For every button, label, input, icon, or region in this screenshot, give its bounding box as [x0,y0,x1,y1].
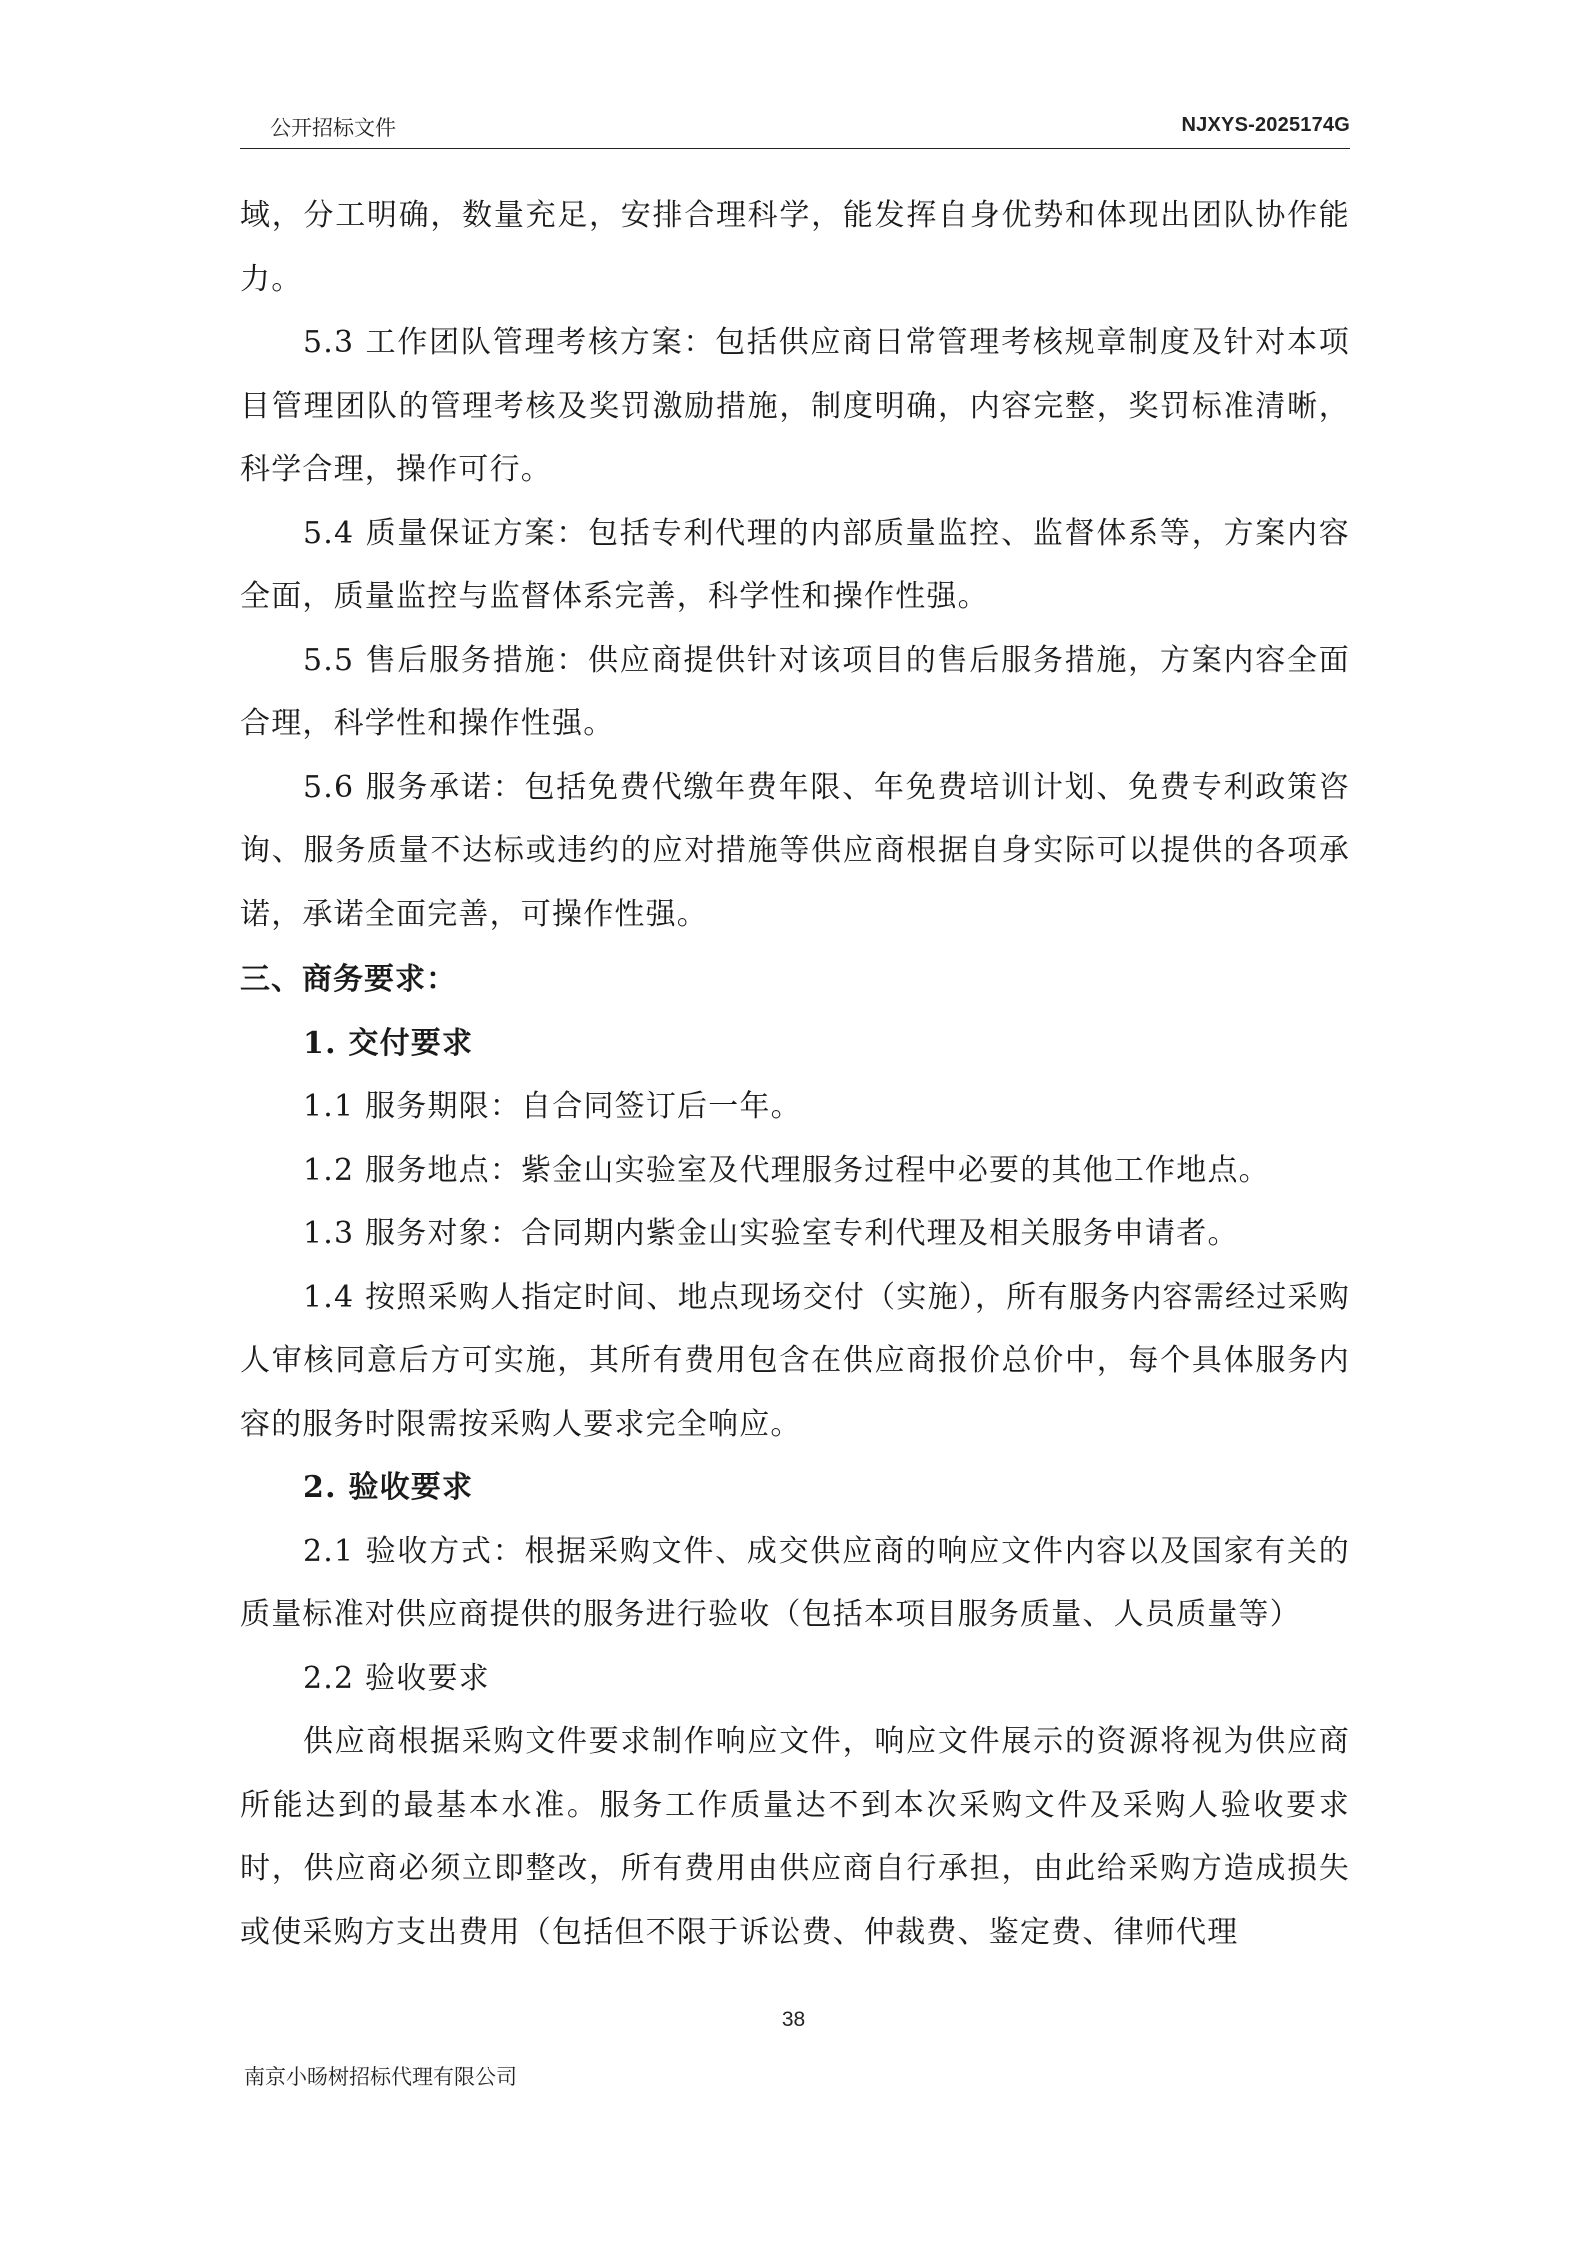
paragraph-1-4: 1.4 按照采购人指定时间、地点现场交付（实施），所有服务内容需经过采购人审核同意后方可实施，其所有费用包含在供应商报价总价中，每个具体服务内容的服务时限需按采购人要求完全响应。 [240,1279,1350,1442]
paragraph-1-3: 1.3 服务对象：合同期内紫金山实验室专利代理及相关服务申请者。 [303,1216,1239,1251]
section-heading-business-requirements: 三、商务要求： [240,962,457,997]
paragraph-2-1: 2.1 验收方式：根据采购文件、成交供应商的响应文件内容以及国家有关的质量标准对供应商提供的服务进行验收（包括本项目服务质量、人员质量等） [240,1533,1350,1632]
subheading-acceptance-requirements: 2. 验收要求 [303,1470,474,1505]
document-body [240,184,1350,1964]
header-divider [240,148,1350,149]
paragraph-5-4: 5.4 质量保证方案：包括专利代理的内部质量监控、监督体系等，方案内容全面，质量监控与监督体系完善，科学性和操作性强。 [240,515,1350,614]
header-project-number: NJXYS-2025174G [1181,114,1350,136]
paragraph-1-2: 1.2 服务地点：紫金山实验室及代理服务过程中必要的其他工作地点。 [303,1152,1270,1188]
subheading-delivery-requirements: 1. 交付要求 [303,1025,474,1061]
header-document-type: 公开招标文件 [270,116,396,140]
paragraph-acceptance-detail: 供应商根据采购文件要求制作响应文件，响应文件展示的资源将视为供应商所能达到的最基本水准。服务工作质量达不到本次采购文件及采购人验收要求时，供应商必须立即整改，所有费用由供应商自行承担，由此给采购方造成损失或使采购方支出费用（包括但不限于诉讼费、仲裁费、鉴定费、律师代理 [240,1724,1350,1950]
footer-company-name: 南京小旸树招标代理有限公司 [244,2065,517,2089]
paragraph-2-2: 2.2 验收要求 [303,1660,490,1696]
paragraph-continuation: 域，分工明确，数量充足，安排合理科学，能发挥自身优势和体现出团队协作能力。 [240,198,1350,297]
paragraph-1-1: 1.1 服务期限：自合同签订后一年。 [303,1089,802,1124]
page-header [240,112,1350,148]
paragraph-5-6: 5.6 服务承诺：包括免费代缴年费年限、年免费培训计划、免费专利政策咨询、服务质量不达标或违约的应对措施等供应商根据自身实际可以提供的各项承诺，承诺全面完善，可操作性强。 [240,769,1350,932]
paragraph-5-3: 5.3 工作团队管理考核方案：包括供应商日常管理考核规章制度及针对本项目管理团队的管理考核及奖罚激励措施，制度明确，内容完整，奖罚标准清晰，科学合理，操作可行。 [240,325,1350,487]
paragraph-5-5: 5.5 售后服务措施：供应商提供针对该项目的售后服务措施，方案内容全面合理，科学性和操作性强。 [240,642,1350,741]
page-number: 38 [781,2008,806,2031]
